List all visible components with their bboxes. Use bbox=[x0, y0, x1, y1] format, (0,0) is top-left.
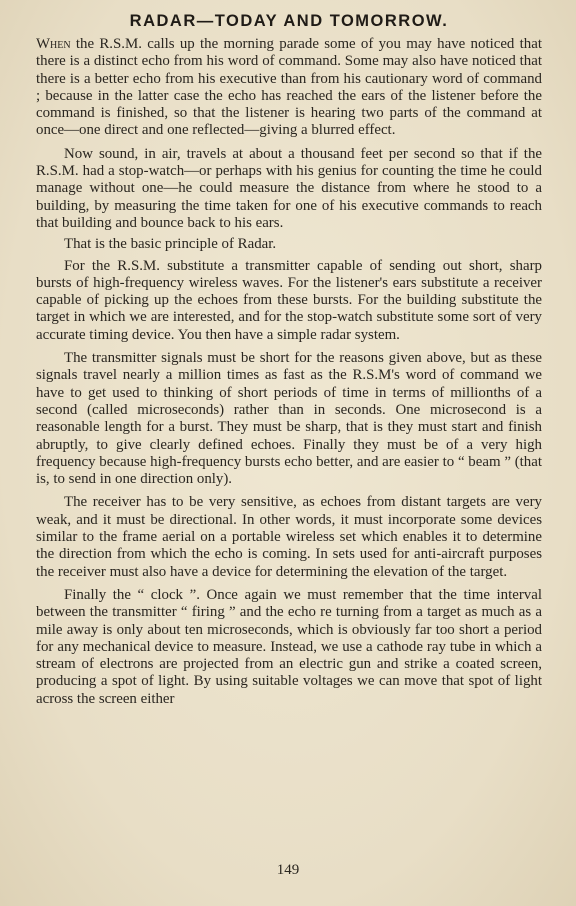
page-title: RADAR—TODAY AND TOMORROW. bbox=[129, 12, 449, 30]
paragraph-5: The transmitter signals must be short for the reasons given above, but as these signals travel nearly a million times as fast as the R.S.M's word of command we have to get used to thinking of short periods of time in terms of millionths of a second (called microseconds) rather than in seconds. One microsecond is a reasonable length for a burst. They must be sharp, that is they must start and finish abruptly, to give clearly defined echoes. Finally they must be of a very high frequency because high-frequency bursts echo better, and are easier to “ beam ” (that is, to send in one direction only). bbox=[36, 350, 542, 488]
paragraph-3: That is the basic principle of Radar. bbox=[64, 236, 277, 253]
paragraph-2: Now sound, in air, travels at about a thousand feet per second so that if the R.S.M. had a stop-watch—or perhaps with his genius for counting the time he could manage without one—he could measure the distance from where he stood to a building, by measuring the time taken for one of his executive commands to reach that building and bounce back to his ears. bbox=[36, 145, 542, 231]
paragraph-7: Finally the “ clock ”. Once again we must remember that the time interval between the transmitter “ firing ” and the echo re turning from a target as much as a mile away is only about ten microseconds, which is obviously far too short a period for any mechanical device to measure. Instead, we use a cathode ray tube in which a stream of electrons are projected from an electric gun and strike a coated screen, producing a spot of light. By using suitable voltages we can move that spot of light across the screen either bbox=[36, 586, 542, 707]
page-number: 149 bbox=[276, 862, 300, 878]
paragraph-1 bbox=[36, 36, 542, 140]
paragraph-1-text: the R.S.M. calls up the morning parade some of you may have noticed that there is a distinct echo from his word of command. Some may also have noticed that there is a better echo from his executive than from his cautionary word of command ; because in the latter case the echo has reached the ears of the listener before the command is finished, so that the listener is hearing two parts of the command at once—one direct and one reflected—giving a blurred effect. bbox=[36, 36, 542, 139]
paragraph-4: For the R.S.M. substitute a transmitter capable of sending out short, sharp bursts of high-frequency wireless waves. For the listener's ears substitute a receiver capable of picking up the echoes from these bursts. For the building substitute the target in which we are interested, and for the stop-watch substitute some sort of very accurate timing device. You then have a simple radar system. bbox=[36, 257, 542, 343]
paragraph-6: The receiver has to be very sensitive, as echoes from distant targets are very weak, and it must be directional. In other words, it must incorporate some devices similar to the frame aerial on a portable wireless set which enables it to determine the direction from which the echo is coming. In sets used for anti-aircraft purposes the receiver must also have a device for determining the elevation of the target. bbox=[36, 494, 542, 580]
paragraph-1-opening-word: When bbox=[36, 36, 71, 52]
